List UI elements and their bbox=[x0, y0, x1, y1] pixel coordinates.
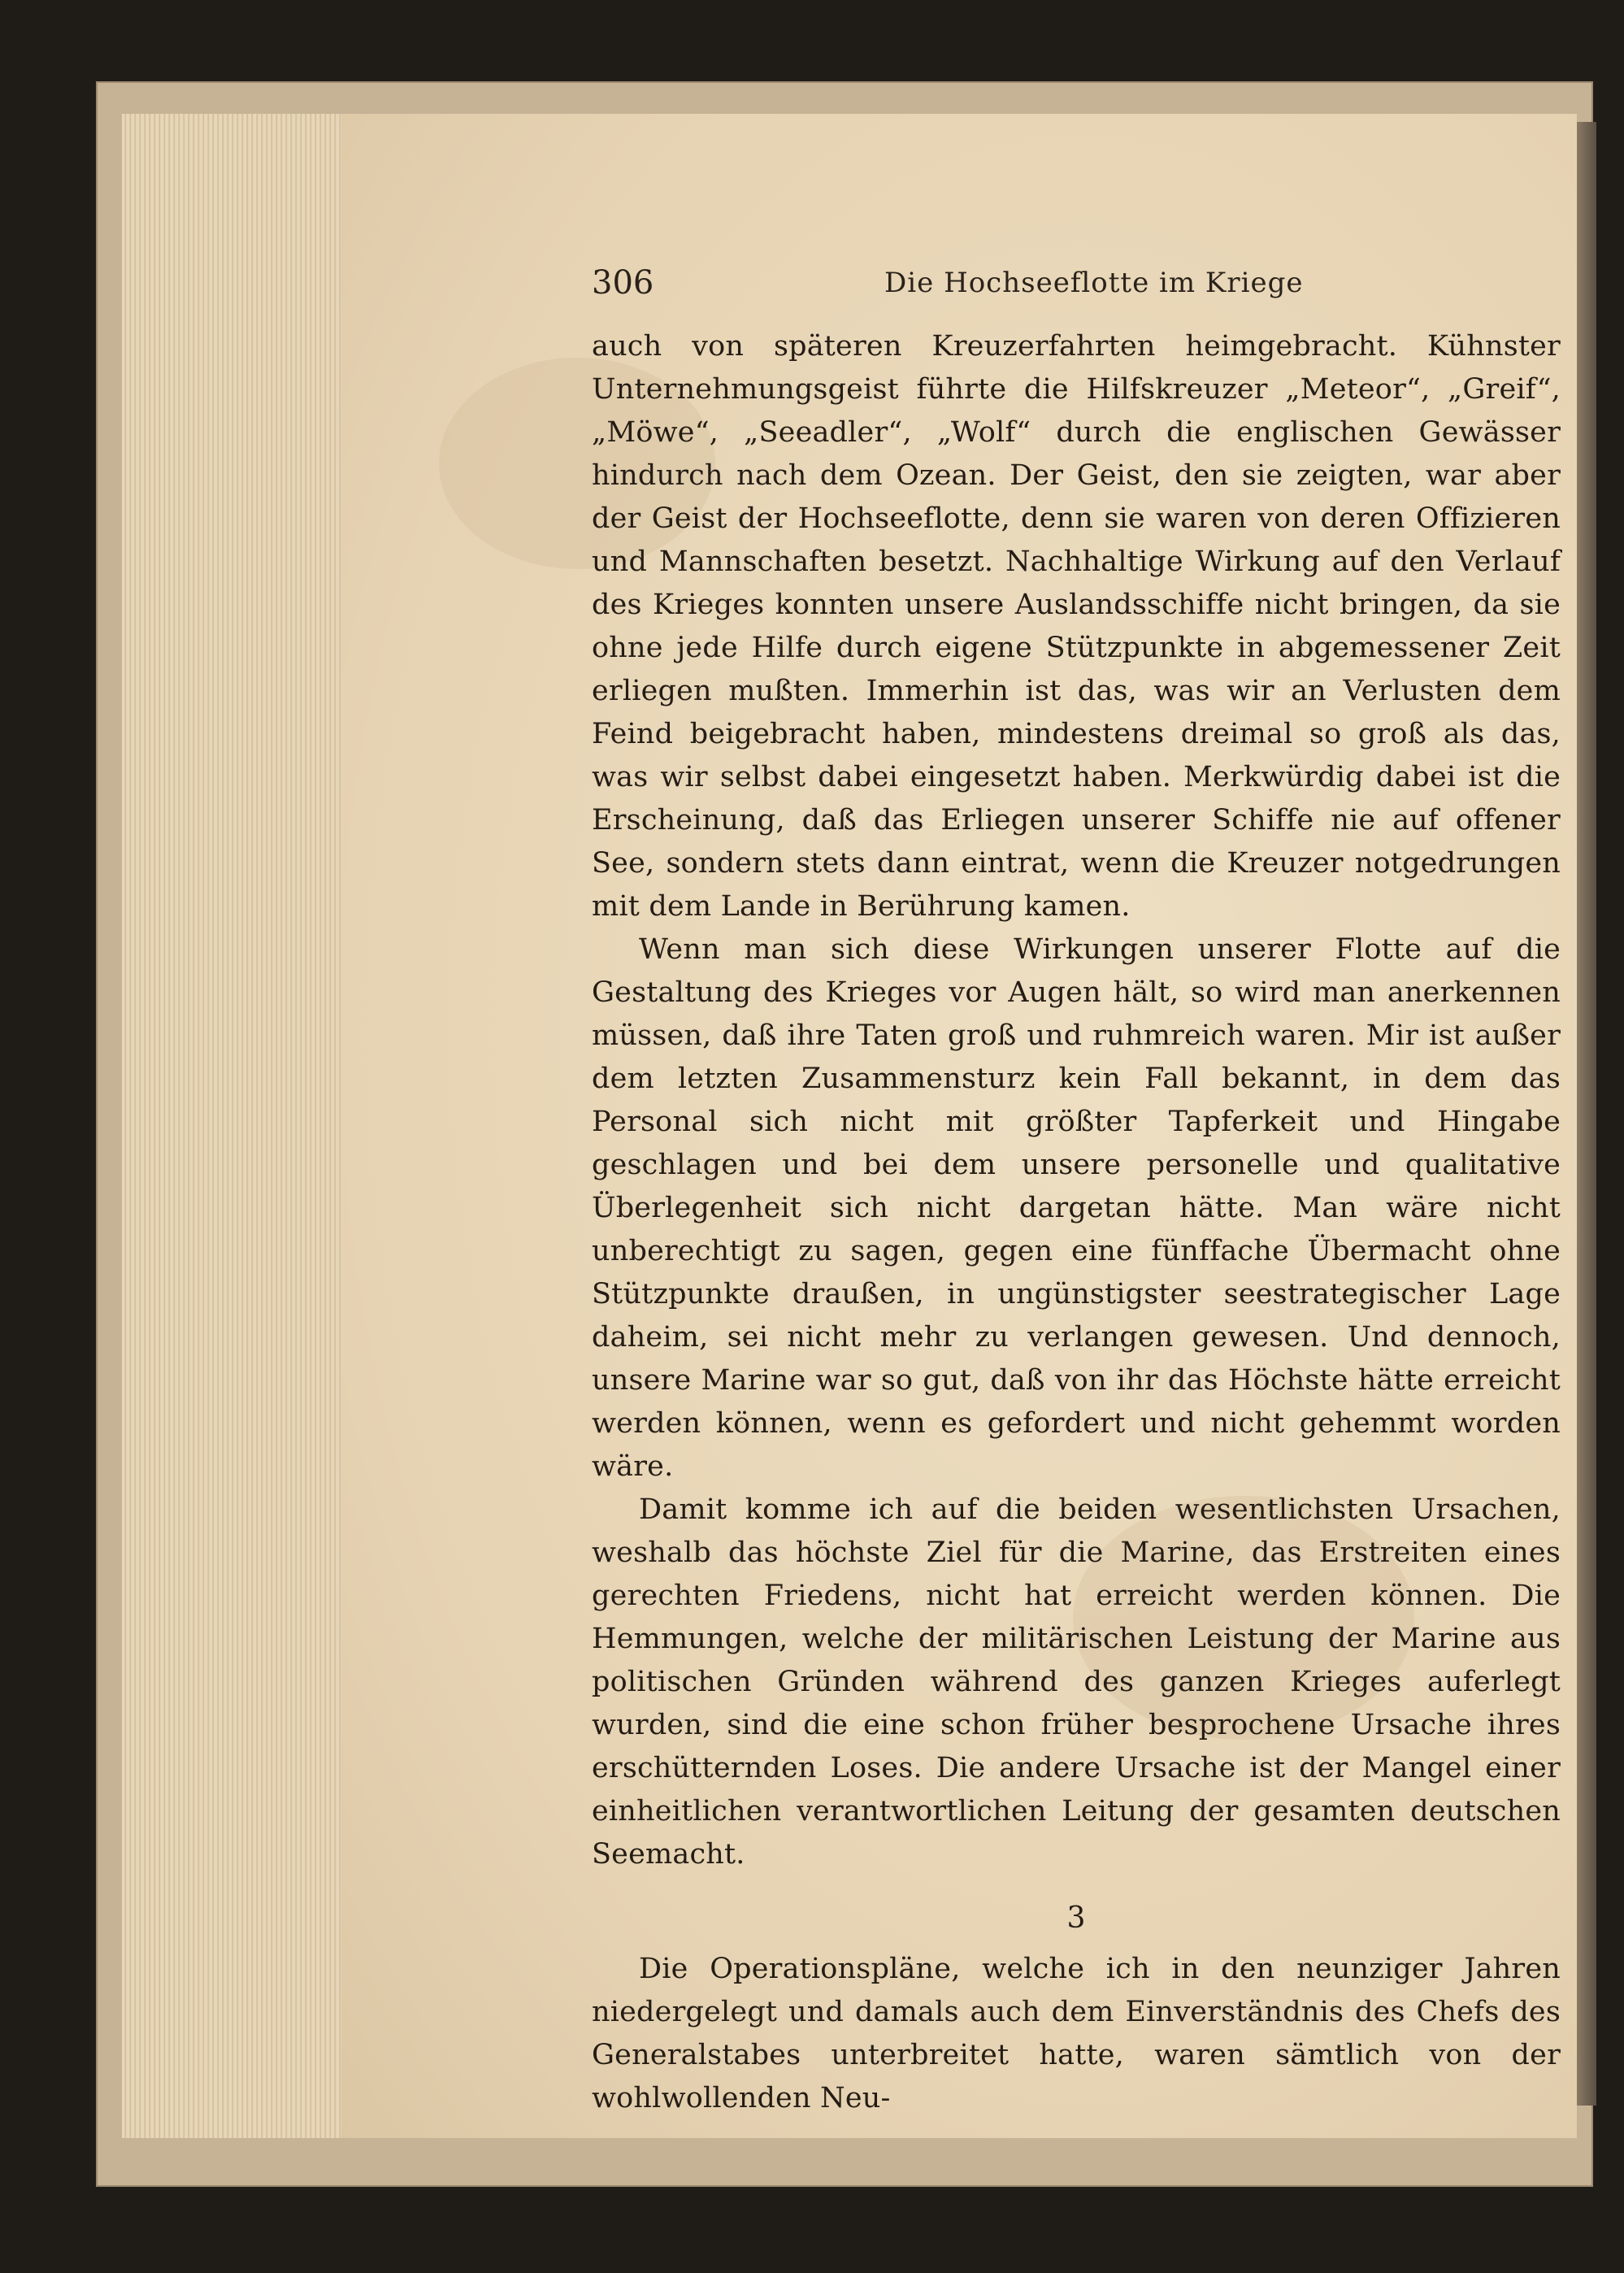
running-title: Die Hochseeflotte im Kriege bbox=[884, 267, 1304, 299]
section-number: 3 bbox=[1066, 1901, 1086, 1935]
paragraph: Damit komme ich auf die beiden wesentlichsten Ursachen, weshalb das höchste Ziel für die Marine, das Erstreiten eines gerechten Friedens, nicht hat erreicht werden können. Die Hemmungen, welche der militärischen Leistung der Marine aus politischen Gründen während des ganzen Krieges auferlegt wurden, sind die eine schon früher besprochene Ursache ihres erschütternden Loses. Die andere Ursache ist der Mangel einer einheitlichen verantwortlichen Leitung der gesamten deutschen Seemacht. bbox=[592, 1493, 1561, 1871]
paragraph: Wenn man sich diese Wirkungen unserer Flotte auf die Gestaltung des Krieges vor Augen hält, so wird man anerkennen müssen, daß ihre Taten groß und ruhmreich waren. Mir ist außer dem letzten Zusammensturz kein Fall bekannt, in dem das Personal sich nicht mit größter Tapferkeit und Hingabe geschlagen und bei dem unsere personelle und qualitative Überlegenheit sich nicht dargetan hätte. Man wäre nicht unberechtigt zu sagen, gegen eine fünffache Übermacht ohne Stützpunkte draußen, in ungünstigster seestrategischer Lage daheim, sei nicht mehr zu verlangen gewesen. Und dennoch, unsere Marine war so gut, daß von ihr das Höchste hätte erreicht werden können, wenn es gefordert und nicht gehemmt worden wäre. bbox=[592, 933, 1561, 1483]
page-edges bbox=[122, 114, 343, 2138]
paragraph: auch von späteren Kreuzerfahrten heimgebracht. Kühnster Unternehmungsgeist führte die Hilfskreuzer „Meteor“, „Greif“, „Möwe“, „Seeadler“, „Wolf“ durch die englischen Gewässer hindurch nach dem Ozean. Der Geist, den sie zeigten, war aber der Geist der Hochseeflotte, denn sie waren von deren Offizieren und Mannschaften besetzt. Nachhaltige Wirkung auf den Verlauf des Krieges konnten unsere Auslandsschiffe nicht bringen, da sie ohne jede Hilfe durch eigene Stützpunkte in abgemessener Zeit erliegen mußten. Immerhin ist das, was wir an Verlusten dem Feind beigebracht haben, mindestens dreimal so groß als das, was wir selbst dabei eingesetzt haben. Merkwürdig dabei ist die Erscheinung, daß das Erliegen unserer Schiffe nie auf offener See, sondern stets dann eintrat, wenn die Kreuzer notgedrungen mit dem Lande in Berührung kamen. bbox=[592, 330, 1561, 923]
book-spine-edge bbox=[1577, 122, 1596, 2106]
page-number: 306 bbox=[592, 264, 654, 302]
paragraph: Die Operationspläne, welche ich in den neunziger Jahren niedergelegt und damals auch dem Einverständnis des Chefs des Generalstabes unterbreitet hatte, waren sämtlich von der wohlwollenden Neu- bbox=[592, 1953, 1561, 2114]
body-text bbox=[592, 325, 1561, 2120]
page-header bbox=[592, 260, 1561, 306]
